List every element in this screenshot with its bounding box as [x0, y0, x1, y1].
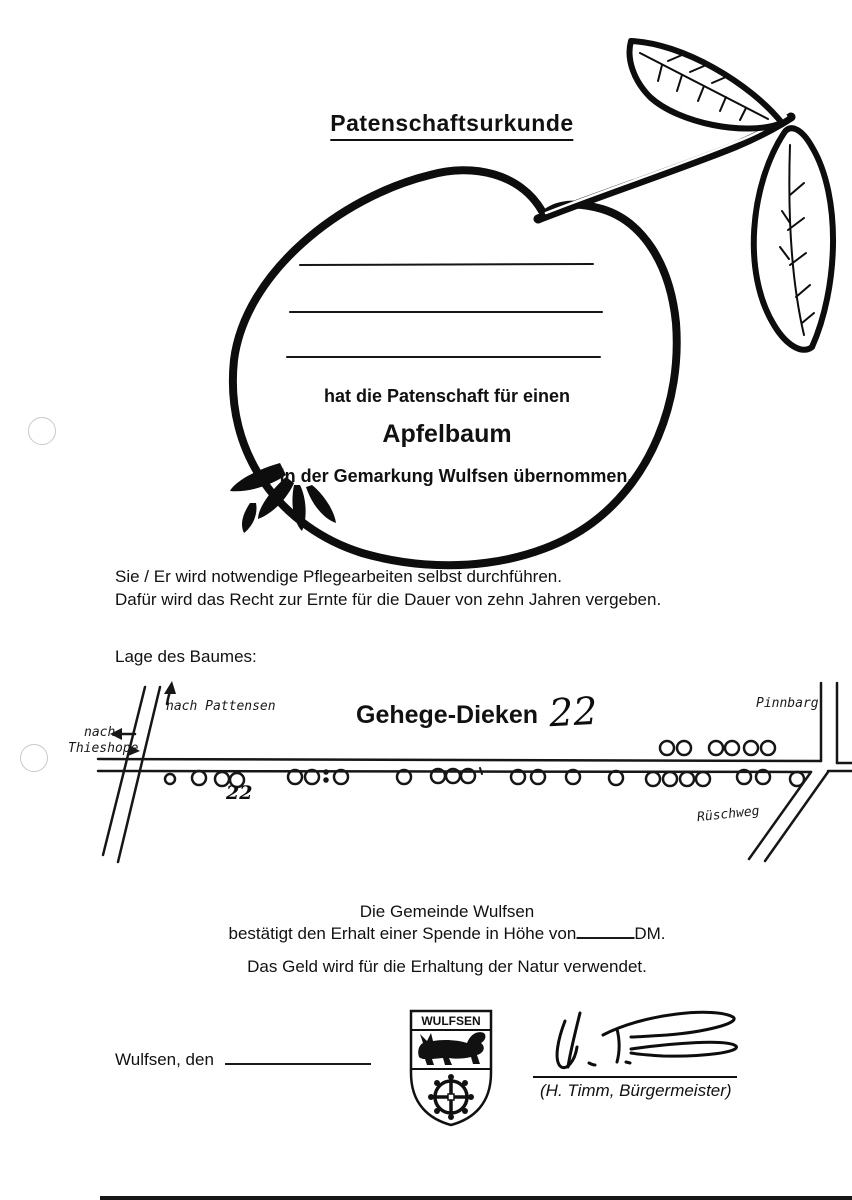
tree-marker-number: 22 — [226, 782, 253, 804]
page-title: Patenschaftsurkunde — [330, 110, 573, 141]
writing-lines — [287, 264, 602, 357]
district-line: in der Gemarkung Wulfsen übernommen. — [279, 466, 633, 486]
apple-illustration — [190, 25, 852, 575]
signature-rule — [533, 1076, 737, 1078]
map-label-pinnbarg: Pinnbarg — [756, 696, 819, 711]
writing-line-1 — [300, 264, 593, 265]
coat-of-arms — [407, 1007, 495, 1129]
map-label-thieshope: Thieshope — [68, 741, 139, 756]
map-label-pattensen: nach Pattensen — [166, 699, 276, 714]
donation-line-1: Die Gemeinde Wulfsen — [359, 902, 535, 921]
signature — [545, 1005, 745, 1077]
leaf-lower — [754, 128, 833, 350]
donation-line-2 — [229, 922, 666, 945]
location-heading: Lage des Baumes: — [115, 647, 257, 666]
wheel-icon — [428, 1074, 474, 1120]
scan-edge-line — [100, 1196, 852, 1200]
donation-line-3: Das Geld wird für die Erhaltung der Natur verwendet. — [247, 957, 647, 976]
donation-line-2-prefix: bestätigt den Erhalt einer Spende in Höhe von — [228, 924, 577, 943]
east-road — [821, 683, 837, 763]
map-label-nach: nach — [84, 725, 116, 740]
donation-amount-blank — [576, 923, 634, 939]
date-blank — [225, 1048, 371, 1065]
punch-hole-top — [28, 417, 56, 445]
west-crossing-road — [103, 687, 160, 862]
map-label-rueschweg: Rüschweg — [696, 803, 761, 826]
terms-line-2: Dafür wird das Recht zur Ernte für die Dauer von zehn Jahren vergeben. — [115, 590, 662, 609]
handwritten-tree-number: 22 — [547, 688, 599, 736]
date-label: Wulfsen, den — [115, 1050, 214, 1069]
subject-name: Apfelbaum — [382, 420, 512, 448]
pledge-line: hat die Patenschaft für einen — [323, 386, 571, 406]
street-label: Gehege-Dieken — [356, 701, 539, 729]
main-road — [98, 759, 852, 772]
signature-caption: (H. Timm, Bürgermeister) — [540, 1081, 732, 1100]
punch-hole-bottom — [20, 744, 48, 772]
coat-of-arms-label: WULFSEN — [421, 1014, 481, 1028]
tree-markers-north — [660, 741, 775, 755]
southeast-road — [749, 772, 828, 861]
donation-line-2-suffix: DM. — [634, 924, 666, 943]
terms-line-1: Sie / Er wird notwendige Pflegearbeiten selbst durchführen. — [115, 567, 562, 586]
date-line — [115, 1048, 371, 1071]
